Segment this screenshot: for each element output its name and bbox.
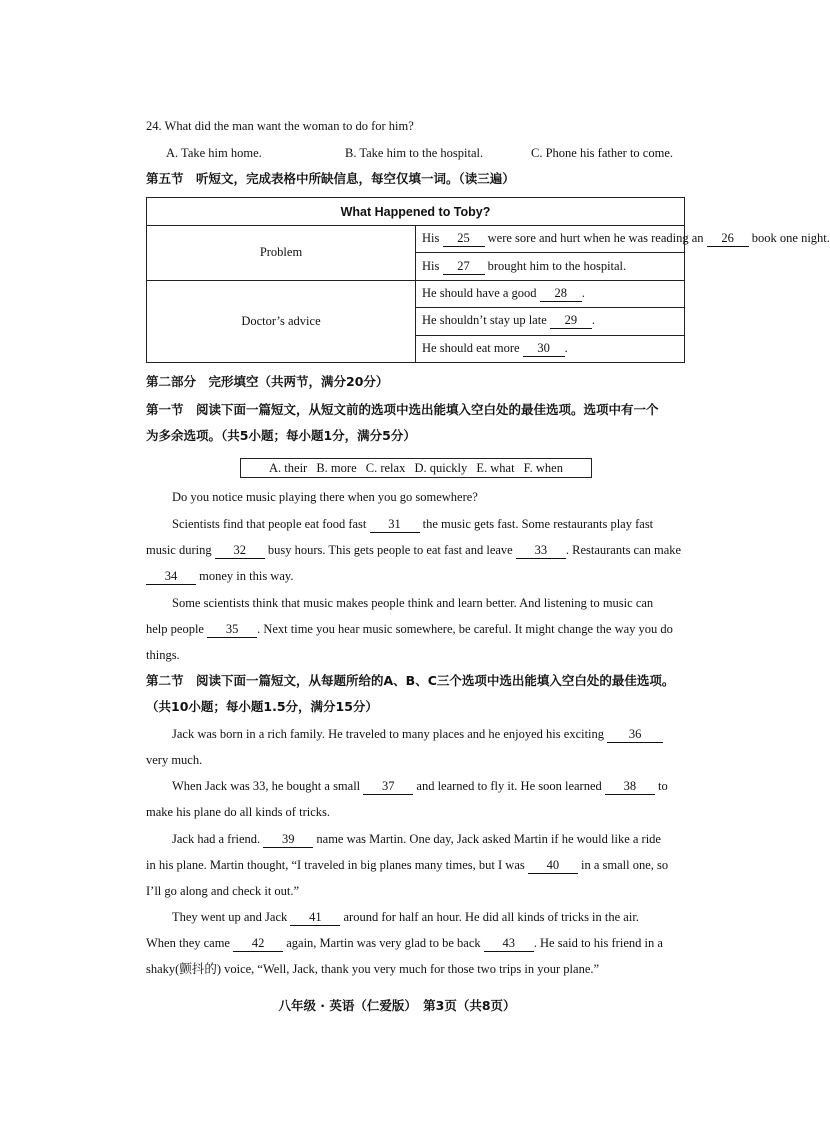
- passage2-line: make his plane do all kinds of tricks.: [146, 805, 330, 819]
- page-footer: 八年级 · 英语（仁爱版） 第3页（共8页）: [278, 998, 516, 1013]
- blank-31: 31: [370, 517, 420, 533]
- part2-sec1-heading-cont: 为多余选项。（共5小题；每小题1分，满分5分）: [146, 428, 416, 443]
- blank-25: 25: [443, 231, 485, 247]
- passage1-line: music during 32 busy hours. This gets people to eat fast and leave 33 . Restaurants can make: [146, 543, 682, 557]
- blank-43: 43: [484, 936, 534, 952]
- table-row: He should have a good 28 .: [416, 280, 685, 307]
- blank-35: 35: [207, 622, 257, 638]
- option-d: D. quickly: [414, 461, 468, 475]
- table-row: His 25 were sore and hurt when he was reading an 26 book one night.: [416, 226, 685, 253]
- table-row: He shouldn’t stay up late 29 .: [416, 308, 685, 335]
- passage2-line: shaky(颤抖的) voice, “Well, Jack, thank you very much for those two trips in your plane.”: [146, 962, 600, 976]
- blank-41: 41: [290, 910, 340, 926]
- passage2-line: Jack had a friend. 39 name was Martin. One day, Jack asked Martin if he would like a ride: [172, 832, 661, 846]
- passage2-line: I’ll go along and check it out.”: [146, 884, 300, 898]
- blank-29: 29: [550, 313, 592, 329]
- table-row: He should eat more 30 .: [416, 335, 685, 362]
- passage1-line: 34 money in this way.: [146, 567, 293, 585]
- blank-39: 39: [263, 832, 313, 848]
- passage1-line: Scientists find that people eat food fast 31 the music gets fast. Some restaurants play fast: [172, 517, 654, 531]
- blank-28: 28: [540, 286, 582, 302]
- blank-38: 38: [605, 779, 655, 795]
- passage2-line: When they came 42 again, Martin was very glad to be back 43 . He said to his friend in a: [146, 936, 663, 950]
- blank-27: 27: [443, 259, 485, 275]
- passage1-line: help people 35 . Next time you hear music somewhere, be careful. It might change the way you do: [146, 622, 673, 636]
- table-title: What Happened to Toby?: [147, 198, 685, 226]
- option-a: A. their: [269, 461, 308, 475]
- toby-table: [146, 197, 830, 363]
- option-f: F. when: [523, 461, 563, 475]
- blank-32: 32: [215, 543, 265, 559]
- blank-30: 30: [523, 341, 565, 357]
- q24-option-b: B. Take him to the hospital.: [345, 146, 484, 160]
- part2-sec2-heading-cont: （共10小题；每小题1.5分，满分15分）: [146, 699, 378, 714]
- blank-42: 42: [233, 936, 283, 952]
- doctor-advice-label: Doctor’s advice: [147, 280, 416, 362]
- blank-33: 33: [516, 543, 566, 559]
- problem-label: Problem: [147, 226, 416, 281]
- passage1-line: Some scientists think that music makes people think and learn better. And listening to music can: [172, 596, 654, 610]
- blank-37: 37: [363, 779, 413, 795]
- blank-34: 34: [146, 569, 196, 585]
- table-row: His 27 brought him to the hospital.: [416, 253, 685, 280]
- passage2-line: They went up and Jack 41 around for half an hour. He did all kinds of tricks in the air.: [172, 910, 639, 924]
- part2-heading: 第二部分 完形填空（共两节，满分20分）: [146, 374, 389, 389]
- word-options-box: [240, 458, 592, 478]
- option-e: E. what: [476, 461, 515, 475]
- blank-26: 26: [707, 231, 749, 247]
- section5-heading: 第五节 听短文，完成表格中所缺信息，每空仅填一词。（读三遍）: [146, 171, 515, 186]
- q24-option-c: C. Phone his father to come.: [531, 146, 673, 160]
- option-c: C. relax: [365, 461, 406, 475]
- passage2-line: very much.: [146, 753, 203, 767]
- part2-sec2-heading: 第二节 阅读下面一篇短文，从每题所给的A、B、C三个选项中选出能填入空白处的最佳选项。: [146, 673, 675, 688]
- passage2-line: in his plane. Martin thought, “I traveled in big planes many times, but I was 40 in a small one, so: [146, 858, 669, 872]
- blank-40: 40: [528, 858, 578, 874]
- passage2-line: When Jack was 33, he bought a small 37 and learned to fly it. He soon learned 38 to: [172, 779, 668, 793]
- blank-36: 36: [607, 727, 663, 743]
- q24-option-a: A. Take him home.: [166, 146, 262, 160]
- passage1-line: Do you notice music playing there when you go somewhere?: [172, 490, 478, 504]
- option-b: B. more: [316, 461, 357, 475]
- question-24: 24. What did the man want the woman to do for him?: [146, 119, 414, 133]
- passage1-line: things.: [146, 648, 180, 662]
- passage2-line: Jack was born in a rich family. He traveled to many places and he enjoyed his exciting 36: [172, 725, 663, 743]
- part2-sec1-heading: 第一节 阅读下面一篇短文，从短文前的选项中选出能填入空白处的最佳选项。选项中有一个: [146, 402, 659, 417]
